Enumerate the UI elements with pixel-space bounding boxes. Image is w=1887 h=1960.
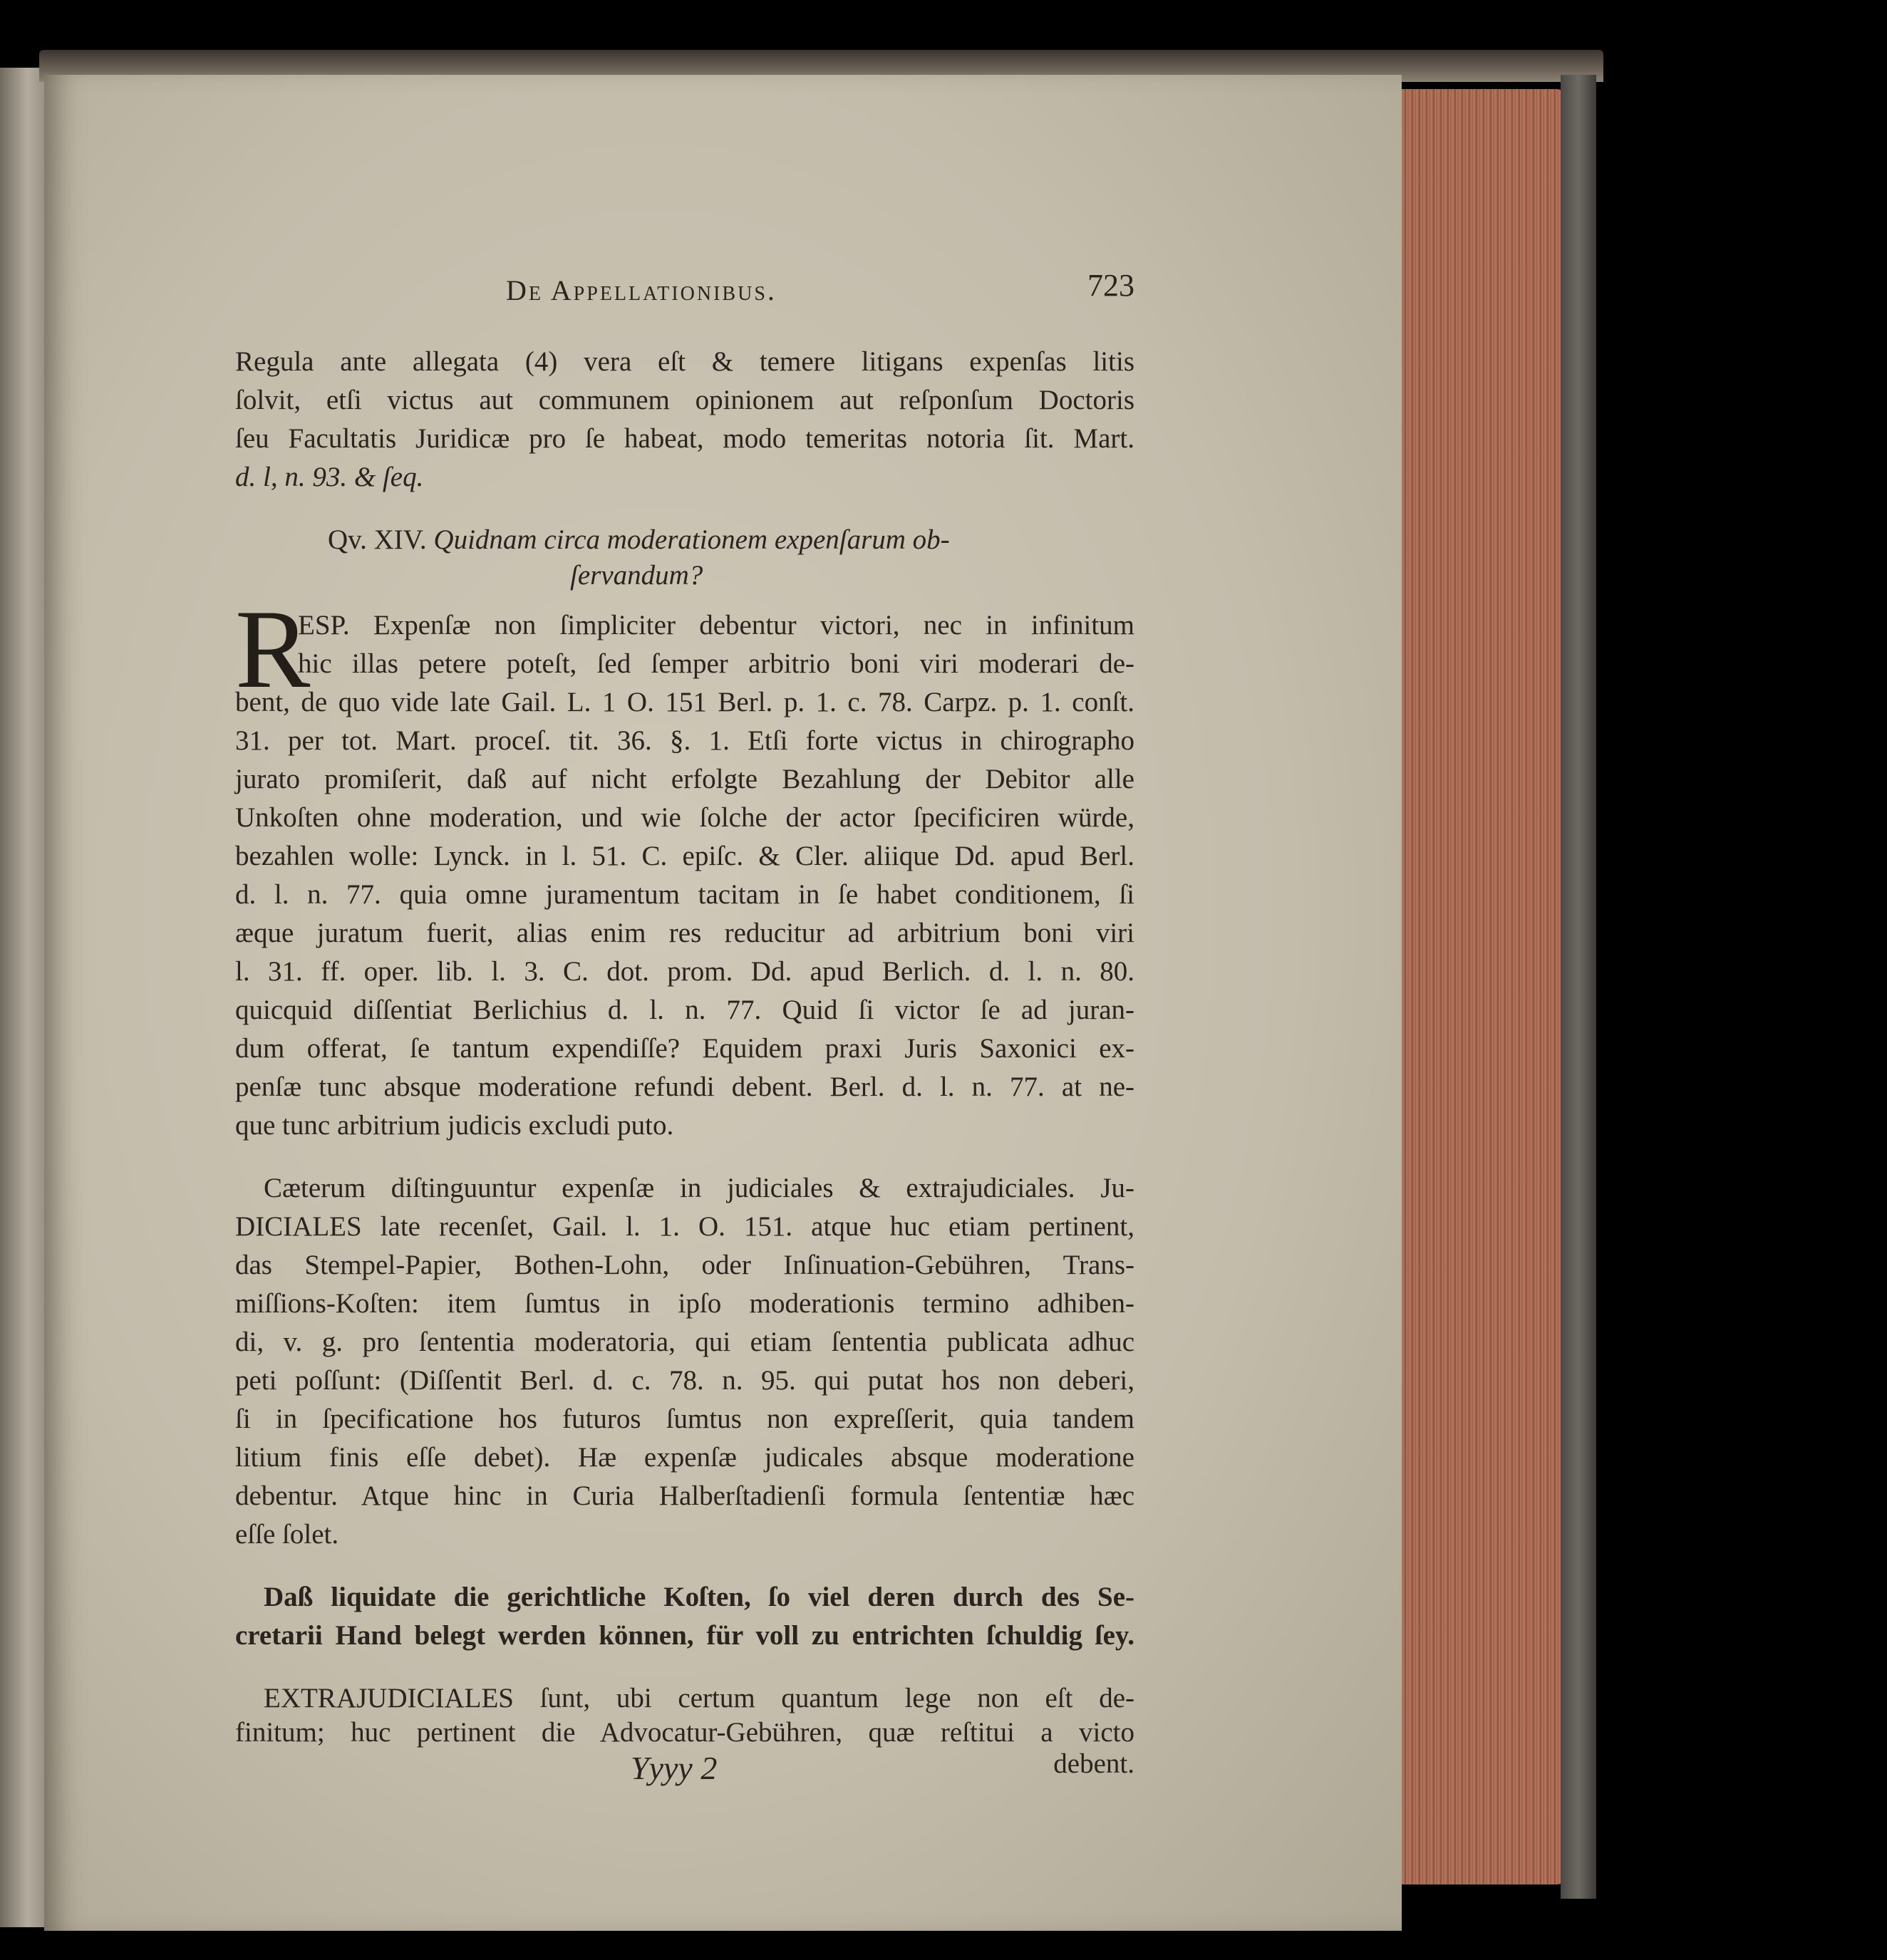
body-line: finitum; huc pertinent die Advocatur-Gebühren, quæ reſtitui a victo bbox=[235, 1717, 1134, 1748]
body-line: ſolvit, etſi victus aut communem opinionem aut reſponſum Doctoris bbox=[235, 385, 1134, 415]
body-line: ſeu Facultatis Juridicæ pro ſe habeat, modo temeritas notoria ſit. Mart. bbox=[235, 423, 1134, 454]
body-line: ſi in ſpecificatione hos futuros ſumtus non expreſſerit, quia tandem bbox=[235, 1404, 1134, 1434]
response-line: jurato promiſerit, daß auf nicht erfolgte Bezahlung der Debitor alle bbox=[235, 764, 1134, 794]
response-line: d. l. n. 77. quia omne juramentum tacitam in ſe habet conditionem, ſi bbox=[235, 879, 1134, 910]
page-number: 723 bbox=[1087, 268, 1134, 303]
body-line: peti poſſunt: (Diſſentit Berl. d. c. 78. n. 95. qui putat hos non deberi, bbox=[235, 1365, 1134, 1396]
question-heading bbox=[328, 522, 1134, 558]
body-line: d. l, n. 93. & ſeq. bbox=[235, 462, 424, 492]
question-label: Qv. XIV. bbox=[328, 524, 427, 555]
response-line: dum offerat, ſe tantum expendiſſe? Equidem praxi Juris Saxonici ex- bbox=[235, 1033, 1134, 1064]
question-text: Quidnam circa moderationem expenſarum ob- bbox=[433, 524, 950, 555]
running-head-title: De Appellationibus. bbox=[506, 274, 777, 306]
body-line: Cæterum diſtinguuntur expenſæ in judiciales & extrajudiciales. Ju- bbox=[264, 1173, 1134, 1203]
formula-line: Daß liquidate die gerichtliche Koſten, ſo viel deren durch des Se- bbox=[264, 1582, 1134, 1612]
text-column bbox=[235, 267, 1134, 1786]
body-line: das Stempel-Papier, Bothen-Lohn, oder Inſinuation-Gebühren, Trans- bbox=[235, 1250, 1134, 1280]
response-line: Unkoſten ohne moderation, und wie ſolche der actor ſpecificiren würde, bbox=[235, 802, 1134, 833]
formula-line: cretarii Hand belegt werden können, für voll zu entrichten ſchuldig ſey. bbox=[235, 1620, 1134, 1651]
response-line: bezahlen wolle: Lynck. in l. 51. C. epiſc. & Cler. aliique Dd. apud Berl. bbox=[235, 841, 1134, 871]
facing-page-edge bbox=[0, 68, 50, 1927]
running-head bbox=[506, 273, 1147, 308]
response-line: bent, de quo vide late Gail. L. 1 O. 151 Berl. p. 1. c. 78. Carpz. p. 1. conſt. bbox=[235, 687, 1134, 717]
page-edges bbox=[1393, 89, 1564, 1884]
body-line: di, v. g. pro ſententia moderatoria, qui etiam ſententia publicata adhuc bbox=[235, 1327, 1134, 1357]
response-line: æque juratum fuerit, alias enim res reducitur ad arbitrium boni viri bbox=[235, 918, 1134, 948]
response-line: 31. per tot. Mart. proceſ. tit. 36. §. 1. Etſi forte victus in chirographo bbox=[235, 725, 1134, 756]
response-line: que tunc arbitrium judicis excludi puto. bbox=[235, 1110, 674, 1141]
body-line: EXTRAJUDICIALES ſunt, ubi certum quantum lege non eſt de- bbox=[264, 1683, 1134, 1713]
response-line: quicquid diſſentiat Berlichius d. l. n. 77. Quid ſi victor ſe ad juran- bbox=[235, 995, 1134, 1025]
body-line: miſſions-Koſten: item ſumtus in ipſo moderationis termino adhiben- bbox=[235, 1288, 1134, 1319]
body-line: debentur. Atque hinc in Curia Halberſtadienſi formula ſententiæ hæc bbox=[235, 1481, 1134, 1511]
body-line: eſſe ſolet. bbox=[235, 1519, 339, 1550]
body-line: Regula ante allegata (4) vera eſt & temere litigans expenſas litis bbox=[235, 346, 1134, 377]
response-line: hic illas petere poteſt, ſed ſemper arbitrio boni viri moderari de- bbox=[298, 648, 1134, 679]
signature-mark: Yyyy 2 bbox=[631, 1750, 718, 1786]
cover-board bbox=[1561, 75, 1596, 1899]
body-line: DICIALES late recenſet, Gail. l. 1. O. 151. atque huc etiam pertinent, bbox=[235, 1211, 1134, 1242]
response-line: penſæ tunc absque moderatione refundi debent. Berl. d. l. n. 77. at ne- bbox=[235, 1072, 1134, 1102]
catchword: debent. bbox=[1053, 1748, 1134, 1779]
book-page bbox=[44, 75, 1402, 1931]
body-line: litium finis eſſe debet). Hæ expenſæ judicales absque moderatione bbox=[235, 1442, 1134, 1473]
response-line: ESP. Expenſæ non ſimpliciter debentur victori, nec in infinitum bbox=[298, 610, 1134, 641]
drop-cap: R bbox=[235, 587, 311, 712]
question-text-continued: ſervandum? bbox=[570, 560, 703, 591]
response-line: l. 31. ff. oper. lib. l. 3. C. dot. prom. Dd. apud Berlich. d. l. n. 80. bbox=[235, 956, 1134, 987]
